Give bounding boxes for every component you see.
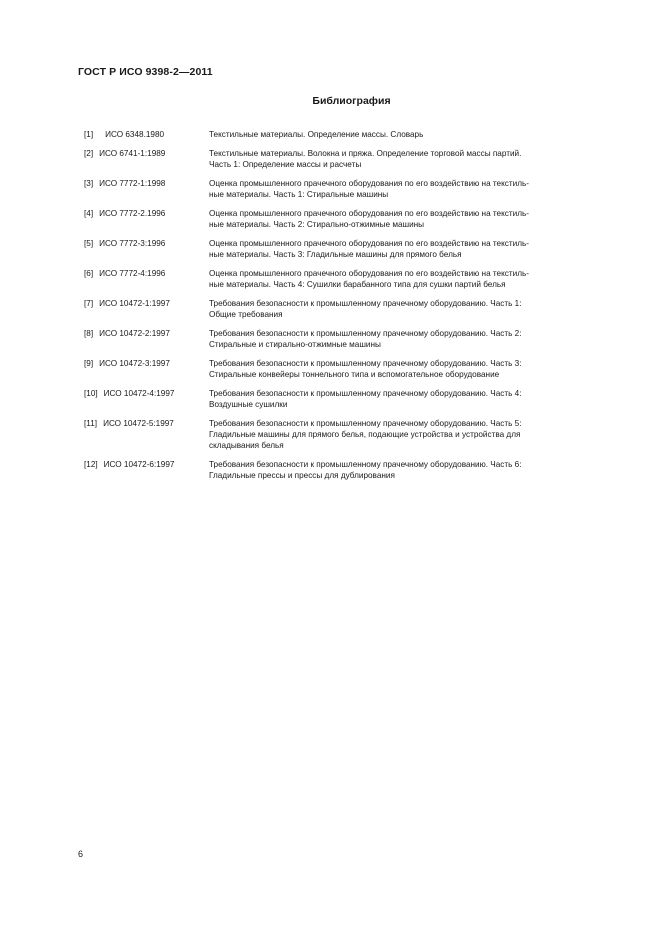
- entry-title: Текстильные материалы. Определение массы. Словарь: [209, 130, 424, 139]
- entry-reference: [84, 459, 209, 481]
- entry-reference: [84, 358, 209, 380]
- bibliography-entry: [84, 129, 610, 140]
- entry-standard-code: ИСО 6348.1980: [105, 130, 165, 139]
- entry-number: [10]: [84, 389, 98, 398]
- entry-title: Требования безопасности к промышленному прачечному оборудованию. Часть 5: Гладильные машины для прямого белья, подающие устройства и устройства для складывания белья: [209, 419, 522, 450]
- entry-number: [12]: [84, 460, 98, 469]
- bibliography-entry: [84, 268, 610, 290]
- entry-number: [7]: [84, 299, 94, 308]
- entry-title: Оценка промышленного прачечного оборудования по его воздействию на текстиль- ные материалы. Часть 2: Стирально-отжимные машины: [209, 209, 529, 229]
- entry-standard-code: ИСО 10472-6:1997: [103, 460, 175, 469]
- entry-number: [3]: [84, 179, 94, 188]
- document-header: ГОСТ Р ИСО 9398-2—2011: [78, 66, 213, 78]
- bibliography-title: Библиография: [312, 95, 391, 107]
- bibliography-entry: [84, 238, 610, 260]
- bibliography-list: [84, 129, 610, 489]
- entry-standard-code: ИСО 10472-3:1997: [99, 359, 170, 368]
- entry-number: [2]: [84, 149, 94, 158]
- page-number: 6: [78, 849, 84, 859]
- entry-number: [1]: [84, 130, 94, 139]
- entry-title: Оценка промышленного прачечного оборудования по его воздействию на текстиль- ные материалы. Часть 4: Сушилки барабанного типа для сушки партий белья: [209, 269, 529, 289]
- entry-title: Оценка промышленного прачечного оборудования по его воздействию на текстиль- ные материалы. Часть 1: Стиральные машины: [209, 179, 529, 199]
- entry-reference: [84, 178, 209, 200]
- entry-reference: [84, 129, 209, 140]
- entry-reference: [84, 328, 209, 350]
- entry-standard-code: ИСО 7772-3:1996: [99, 239, 166, 248]
- entry-standard-code: ИСО 7772-4:1996: [99, 269, 166, 278]
- entry-standard-code: ИСО 7772-2.1996: [99, 209, 166, 218]
- entry-reference: [84, 208, 209, 230]
- bibliography-entry: [84, 208, 610, 230]
- entry-reference: [84, 238, 209, 260]
- bibliography-entry: [84, 148, 610, 170]
- entry-title: Требования безопасности к промышленному прачечному оборудованию. Часть 3: Стиральные конвейеры тоннельного типа и вспомогательное оборудование: [209, 359, 522, 379]
- bibliography-entry: [84, 178, 610, 200]
- entry-number: [8]: [84, 329, 94, 338]
- entry-standard-code: ИСО 10472-2:1997: [99, 329, 170, 338]
- bibliography-entry: [84, 328, 610, 350]
- entry-title: Оценка промышленного прачечного оборудования по его воздействию на текстиль- ные материалы. Часть 3: Гладильные машины для прямого белья: [209, 239, 529, 259]
- bibliography-entry: [84, 418, 610, 451]
- entry-standard-code: ИСО 6741-1:1989: [99, 149, 166, 158]
- entry-title: Требования безопасности к промышленному прачечному оборудованию. Часть 2: Стиральные и стирально-отжимные машины: [209, 329, 522, 349]
- entry-reference: [84, 418, 209, 451]
- entry-title: Текстильные материалы. Волокна и пряжа. Определение торговой массы партий. Часть 1: Определение массы и расчеты: [209, 149, 522, 169]
- entry-reference: [84, 298, 209, 320]
- entry-title: Требования безопасности к промышленному прачечному оборудованию. Часть 4: Воздушные сушилки: [209, 389, 522, 409]
- entry-number: [9]: [84, 359, 94, 368]
- entry-number: [4]: [84, 209, 94, 218]
- entry-reference: [84, 388, 209, 410]
- entry-standard-code: ИСО 10472-4:1997: [103, 389, 175, 398]
- entry-reference: [84, 148, 209, 170]
- entry-standard-code: ИСО 10472-1:1997: [99, 299, 170, 308]
- entry-reference: [84, 268, 209, 290]
- entry-title: Требования безопасности к промышленному прачечному оборудованию. Часть 1: Общие требования: [209, 299, 522, 319]
- bibliography-entry: [84, 358, 610, 380]
- entry-title: Требования безопасности к промышленному прачечному оборудованию. Часть 6: Гладильные прессы и прессы для дублирования: [209, 460, 522, 480]
- bibliography-entry: [84, 388, 610, 410]
- entry-standard-code: ИСО 10472-5:1997: [103, 419, 174, 428]
- entry-standard-code: ИСО 7772-1:1998: [99, 179, 166, 188]
- bibliography-entry: [84, 298, 610, 320]
- entry-number: [11]: [84, 419, 98, 428]
- entry-number: [5]: [84, 239, 94, 248]
- entry-number: [6]: [84, 269, 94, 278]
- bibliography-entry: [84, 459, 610, 481]
